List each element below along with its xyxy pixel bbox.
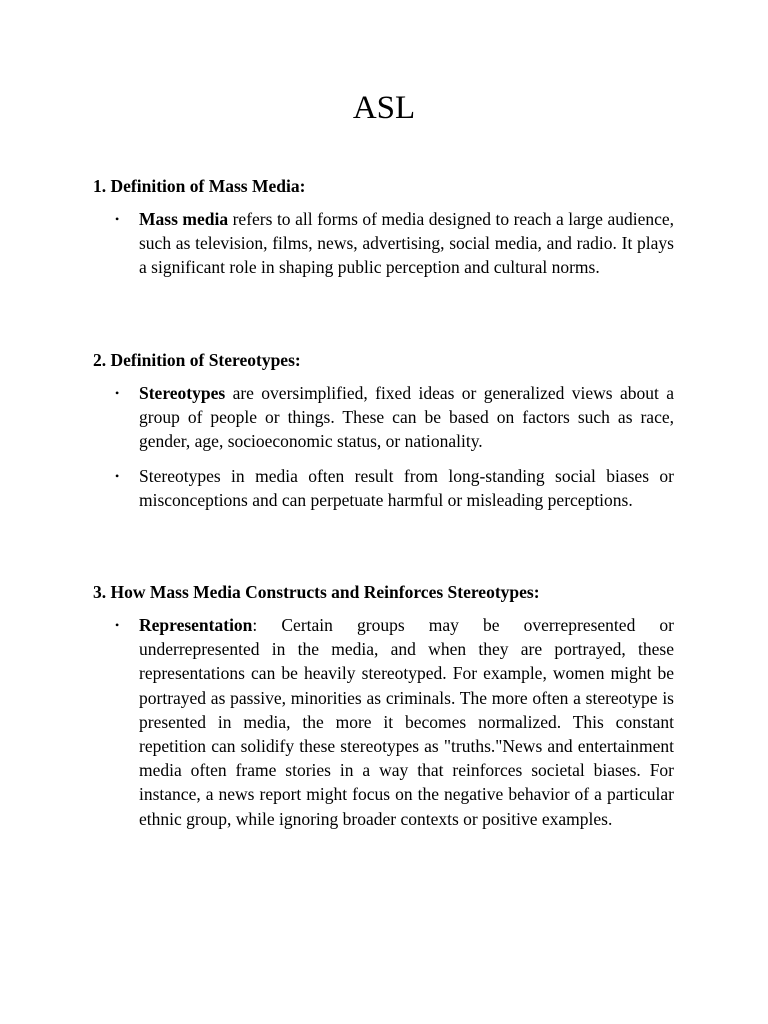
bullet-icon: • bbox=[115, 618, 120, 632]
list-item bbox=[93, 613, 674, 831]
bullet-icon: • bbox=[115, 468, 120, 483]
bullet-list bbox=[93, 381, 674, 512]
section-heading: 1. Definition of Mass Media: bbox=[93, 176, 306, 196]
bullet-body: are oversimplified, fixed ideas or generalized views about a group of people or things. These can be based on factors such as race, gender, age, socioeconomic status, or nationality. bbox=[139, 383, 674, 452]
bullet-list bbox=[93, 207, 674, 280]
list-item bbox=[93, 464, 674, 512]
bullet-body: refers to all forms of media designed to reach a large audience, such as television, films, news, advertising, social media, and radio. It plays a significant role in shaping public perception and cultural norms. bbox=[139, 209, 674, 278]
bold-term: Stereotypes bbox=[139, 383, 226, 403]
bullet-paragraph bbox=[139, 207, 674, 280]
list-item bbox=[93, 207, 674, 280]
bullet-paragraph bbox=[139, 464, 674, 512]
bullet-body: Stereotypes in media often result from long-standing social biases or misconceptions and can perpetuate harmful or misleading perceptions. bbox=[139, 465, 674, 510]
section-heading: 3. How Mass Media Constructs and Reinforces Stereotypes: bbox=[93, 582, 540, 602]
section-heading: 2. Definition of Stereotypes: bbox=[93, 350, 301, 370]
bullet-body: : Certain groups may be overrepresented or underrepresented in the media, and when they are portrayed, these representations can be heavily stereotyped. For example, women might be portrayed as passive, minorities as criminals. The more often a stereotype is presented in media, the more it becomes normalized. This constant repetition can solidify these stereotypes as "truths."News and entertainment media often frame stories in a way that reinforces societal biases. For instance, a news report might focus on the negative behavior of a particular ethnic group, while ignoring broader contexts or positive examples. bbox=[139, 615, 674, 829]
document-title: ASL bbox=[352, 90, 416, 126]
bullet-paragraph bbox=[139, 381, 674, 454]
bold-term: Mass media bbox=[139, 209, 229, 229]
bullet-list bbox=[93, 613, 674, 831]
bullet-paragraph bbox=[139, 613, 674, 831]
bullet-icon: • bbox=[115, 386, 120, 400]
bullet-icon: • bbox=[115, 212, 120, 226]
list-item bbox=[93, 381, 674, 454]
bold-term: Representation bbox=[139, 615, 253, 635]
